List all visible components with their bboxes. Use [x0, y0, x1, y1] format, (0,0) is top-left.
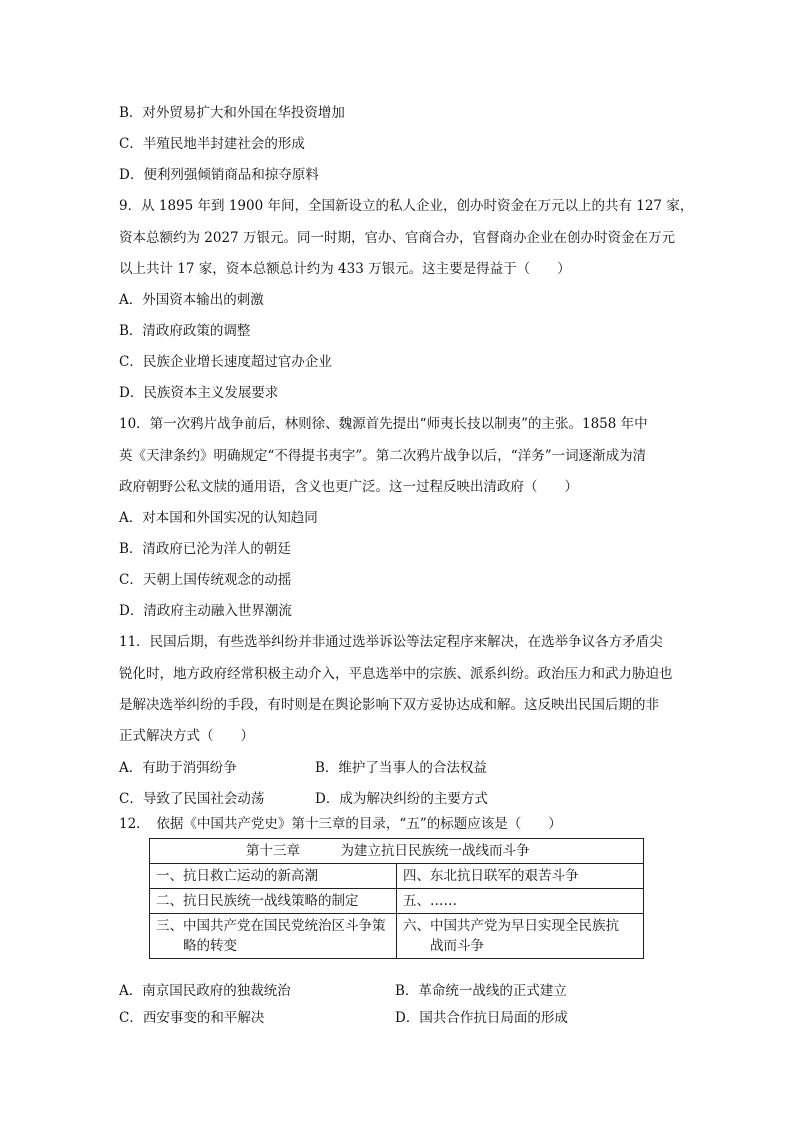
q11-stem-line-2: 锐化时，地方政府经常积极主动介入，平息选举中的宗族、派系纠纷。政治压力和武力胁迫也: [119, 666, 673, 682]
section-5-cell: 五、……: [397, 889, 644, 914]
q12-option-b: B．革命统一战线的正式建立: [395, 983, 567, 999]
q8-option-d: D．便利列强倾销商品和掠夺原料: [119, 167, 319, 183]
section-3-line-1: 三、中国共产党在国民党统治区斗争策: [156, 918, 386, 934]
q10-stem-line-3: 政府朝野公私文牍的通用语，含义也更广泛。这一过程反映出清政府（ ）: [119, 479, 578, 495]
q12-option-c: C．西安事变的和平解决: [119, 1010, 265, 1026]
section-1-cell: 一、抗日救亡运动的新高潮: [150, 864, 397, 889]
table-row: [150, 864, 644, 889]
section-6-line-1: 六、中国共产党为早日实现全民族抗: [403, 918, 619, 934]
q11-stem-line-4: 正式解决方式（ ）: [119, 728, 254, 744]
section-2-cell: 二、抗日民族统一战线策略的制定: [150, 889, 397, 914]
q11-option-a: A．有助于消弭纷争: [119, 760, 237, 776]
q9-stem-line-3: 以上共计 17 家，资本总额总计约为 433 万银元。这主要是得益于（ ）: [119, 261, 571, 277]
chapter-title-cell: 第十三章 为建立抗日民族统一战线而斗争: [150, 839, 644, 864]
chapter-contents-table: [149, 838, 644, 959]
table-header-row: [150, 839, 644, 864]
q10-stem-line-1: 10．第一次鸦片战争前后，林则徐、魏源首先提出“师夷长技以制夷”的主张。1858 年中: [119, 416, 648, 432]
q12-option-a: A．南京国民政府的独裁统治: [119, 983, 291, 999]
q10-option-d: D．清政府主动融入世界潮流: [119, 603, 292, 619]
q9-stem-line-1: 9．从 1895 年到 1900 年间，全国新设立的私人企业，创办时资金在万元以上的共有 127 家，: [119, 198, 694, 214]
q10-option-c: C．天朝上国传统观念的动摇: [119, 572, 292, 588]
q10-stem-line-2: 英《天津条约》明确规定“不得提书夷字”。第二次鸦片战争以后，“洋务”一词逐渐成为清: [119, 448, 647, 464]
q9-stem-line-2: 资本总额约为 2027 万银元。同一时期，官办、官商合办，官督商办企业在创办时资金在万元: [119, 230, 675, 246]
q9-option-a: A．外国资本输出的刺激: [119, 292, 264, 308]
q9-option-c: C．民族企业增长速度超过官办企业: [119, 354, 332, 370]
q10-option-a: A．对本国和外国实况的认知趋同: [119, 510, 318, 526]
section-6-cell: [397, 914, 644, 959]
q11-stem-line-1: 11．民国后期，有些选举纠纷并非通过选举诉讼等法定程序来解决，在选举争议各方矛盾尖: [119, 634, 663, 650]
q11-stem-line-3: 是解决选举纠纷的手段，有时则是在舆论影响下双方妥协达成和解。这反映出民国后期的非: [119, 697, 659, 713]
q11-option-c: C．导致了民国社会动荡: [119, 791, 265, 807]
q12-stem: 12． 依据《中国共产党史》第十三章的目录，“五”的标题应该是（ ）: [119, 816, 562, 832]
q9-option-d: D．民族资本主义发展要求: [119, 385, 279, 401]
q8-option-c: C．半殖民地半封建社会的形成: [119, 136, 305, 152]
table-row: [150, 914, 644, 959]
q8-option-b: B．对外贸易扩大和外国在华投资增加: [119, 105, 345, 121]
section-6-line-2: 战而斗争: [403, 938, 484, 954]
q11-option-b: B．维护了当事人的合法权益: [315, 760, 487, 776]
q11-option-d: D．成为解决纠纷的主要方式: [315, 791, 488, 807]
q10-option-b: B．清政府已沦为洋人的朝廷: [119, 541, 291, 557]
section-3-cell: [150, 914, 397, 959]
section-4-cell: 四、东北抗日联军的艰苦斗争: [397, 864, 644, 889]
section-3-line-2: 略的转变: [156, 938, 237, 954]
q9-option-b: B．清政府政策的调整: [119, 323, 251, 339]
q12-option-d: D．国共合作抗日局面的形成: [395, 1010, 568, 1026]
table-row: [150, 889, 644, 914]
